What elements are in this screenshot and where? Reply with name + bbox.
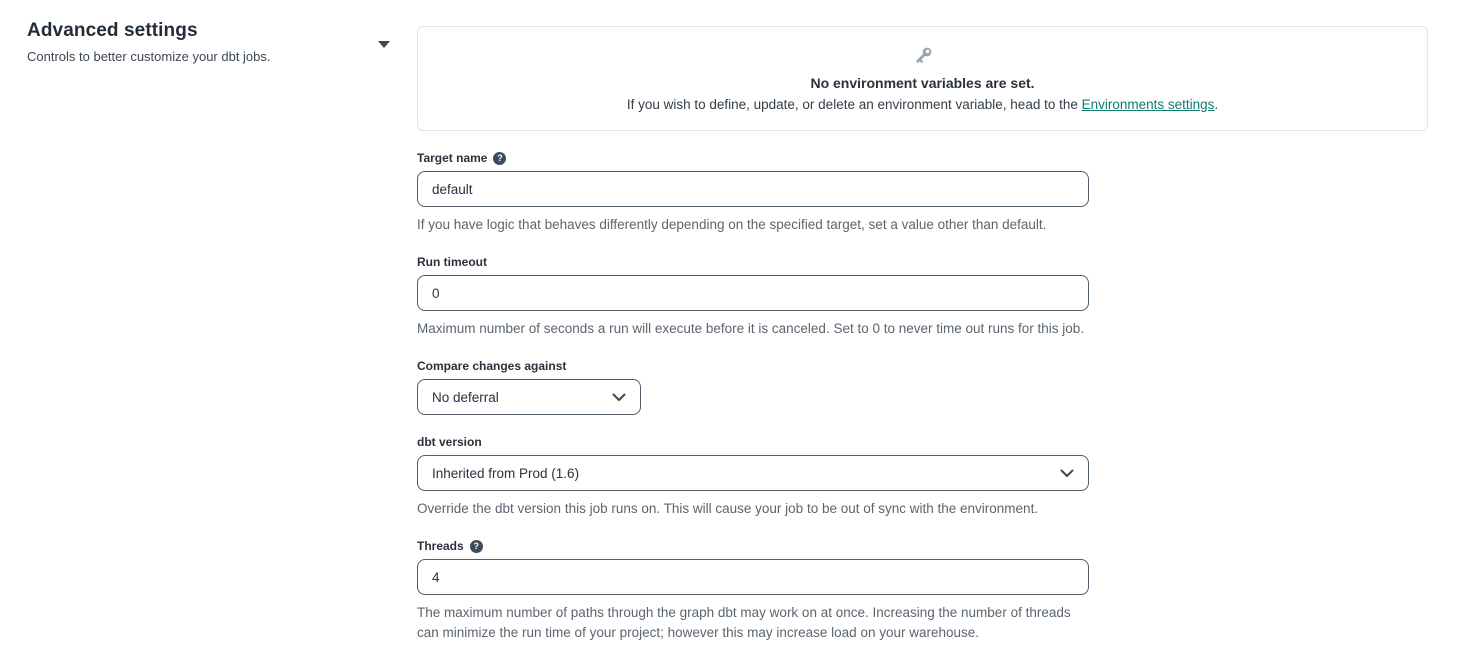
collapse-section-caret-icon[interactable] xyxy=(378,41,390,48)
compare-changes-selected-value: No deferral xyxy=(432,389,499,405)
dbt-version-selected-value: Inherited from Prod (1.6) xyxy=(432,465,580,481)
env-card-body-suffix: . xyxy=(1214,97,1219,112)
target-name-helper: If you have logic that behaves differently depending on the specified target, set a value other than default. xyxy=(417,217,1047,232)
compare-changes-group xyxy=(417,359,1089,415)
target-name-help-icon[interactable]: ? xyxy=(493,152,506,165)
env-card-body xyxy=(418,97,1427,112)
target-name-group xyxy=(417,151,1089,235)
threads-helper: The maximum number of paths through the graph dbt may work on at once. Increasing the number of threads can minimize the run time of your project; however this may increase load on your warehouse. xyxy=(417,605,1071,640)
run-timeout-helper: Maximum number of seconds a run will execute before it is canceled. Set to 0 to never time out runs for this job. xyxy=(417,321,1085,336)
key-icon xyxy=(418,44,1427,68)
run-timeout-group xyxy=(417,255,1089,339)
compare-changes-label: Compare changes against xyxy=(417,359,567,373)
section-header xyxy=(27,20,367,64)
advanced-settings-panel xyxy=(417,26,1428,643)
chevron-down-icon xyxy=(612,393,626,402)
chevron-down-icon xyxy=(1060,469,1074,478)
advanced-settings-form xyxy=(417,151,1089,643)
dbt-version-group xyxy=(417,435,1089,519)
threads-label: Threads xyxy=(417,539,464,553)
threads-input[interactable] xyxy=(417,559,1089,595)
dbt-version-label: dbt version xyxy=(417,435,482,449)
env-card-title: No environment variables are set. xyxy=(810,75,1035,91)
target-name-input[interactable] xyxy=(417,171,1089,207)
dbt-version-helper: Override the dbt version this job runs on. This will cause your job to be out of sync with the environment. xyxy=(417,501,1039,516)
environments-settings-link[interactable]: Environments settings xyxy=(1081,97,1215,112)
page-subtitle: Controls to better customize your dbt jobs. xyxy=(27,49,271,64)
run-timeout-input[interactable] xyxy=(417,275,1089,311)
env-card-body-prefix: If you wish to define, update, or delete an environment variable, head to the xyxy=(626,97,1082,112)
page-title: Advanced settings xyxy=(27,20,198,41)
compare-changes-select[interactable] xyxy=(417,379,641,415)
target-name-label: Target name xyxy=(417,151,488,165)
threads-help-icon[interactable]: ? xyxy=(470,540,483,553)
threads-group xyxy=(417,539,1089,643)
env-variables-card xyxy=(417,26,1428,131)
dbt-version-select[interactable] xyxy=(417,455,1089,491)
run-timeout-label: Run timeout xyxy=(417,255,487,269)
